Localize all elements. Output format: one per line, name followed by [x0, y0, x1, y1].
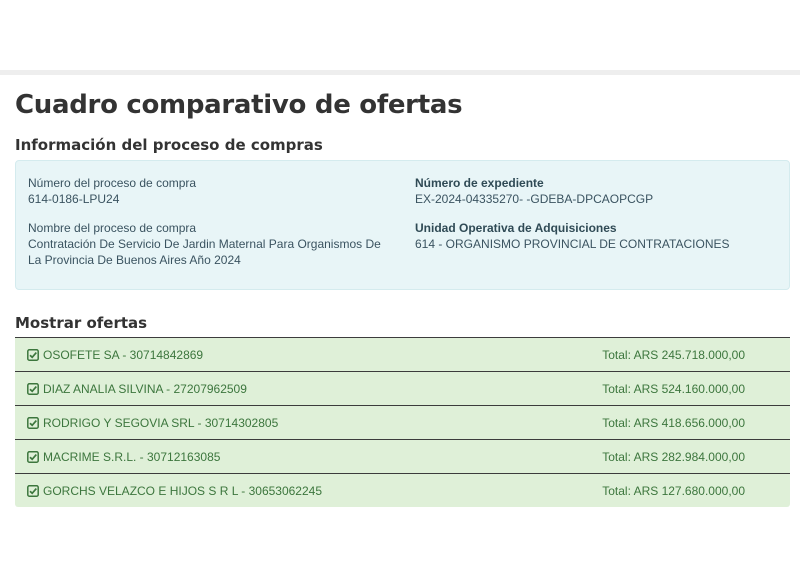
header-divider — [0, 70, 800, 75]
process-name-value: Contratación De Servicio De Jardin Maternal Para Organismos De La Provincia De Buenos Aires Año 2024 — [28, 237, 381, 267]
unit-group — [415, 220, 775, 252]
unit-value: 614 - ORGANISMO PROVINCIAL DE CONTRATACIONES — [415, 237, 730, 251]
offers-section-title: Mostrar ofertas — [15, 314, 148, 332]
offer-total: Total: ARS 418.656.000,00 — [602, 415, 745, 430]
checkbox-checked-icon — [27, 383, 39, 395]
file-number-group — [415, 175, 775, 207]
offer-item[interactable] — [15, 439, 790, 473]
page-title: Cuadro comparativo de ofertas — [15, 90, 463, 120]
offer-name: GORCHS VELAZCO E HIJOS S R L - 30653062245 — [43, 483, 323, 498]
offer-item[interactable] — [15, 371, 790, 405]
offer-item[interactable] — [15, 405, 790, 439]
unit-label: Unidad Operativa de Adquisiciones — [415, 221, 617, 235]
checkbox-checked-icon — [27, 417, 39, 429]
offer-name: DIAZ ANALIA SILVINA - 27207962509 — [43, 381, 247, 396]
offer-name: RODRIGO Y SEGOVIA SRL - 30714302805 — [43, 415, 279, 430]
process-name-label: Nombre del proceso de compra — [28, 221, 197, 235]
process-info-panel — [15, 160, 790, 290]
offer-total: Total: ARS 282.984.000,00 — [602, 449, 745, 464]
offer-item[interactable] — [15, 473, 790, 507]
offer-item[interactable] — [15, 337, 790, 371]
offer-total: Total: ARS 524.160.000,00 — [602, 381, 745, 396]
offer-name: MACRIME S.R.L. - 30712163085 — [43, 449, 221, 464]
process-number-value: 614-0186-LPU24 — [28, 192, 120, 206]
offer-total: Total: ARS 245.718.000,00 — [602, 347, 745, 362]
process-number-group — [28, 175, 383, 207]
file-number-value: EX-2024-04335270- -GDEBA-DPCAOPCGP — [415, 192, 654, 206]
offers-list — [15, 337, 790, 507]
offer-total: Total: ARS 127.680.000,00 — [602, 483, 745, 498]
offer-name: OSOFETE SA - 30714842869 — [43, 347, 204, 362]
file-number-label: Número de expediente — [415, 176, 544, 190]
checkbox-checked-icon — [27, 485, 39, 497]
process-number-label: Número del proceso de compra — [28, 176, 197, 190]
process-name-group — [28, 220, 388, 268]
checkbox-checked-icon — [27, 451, 39, 463]
info-section-title: Información del proceso de compras — [15, 136, 323, 154]
checkbox-checked-icon — [27, 349, 39, 361]
